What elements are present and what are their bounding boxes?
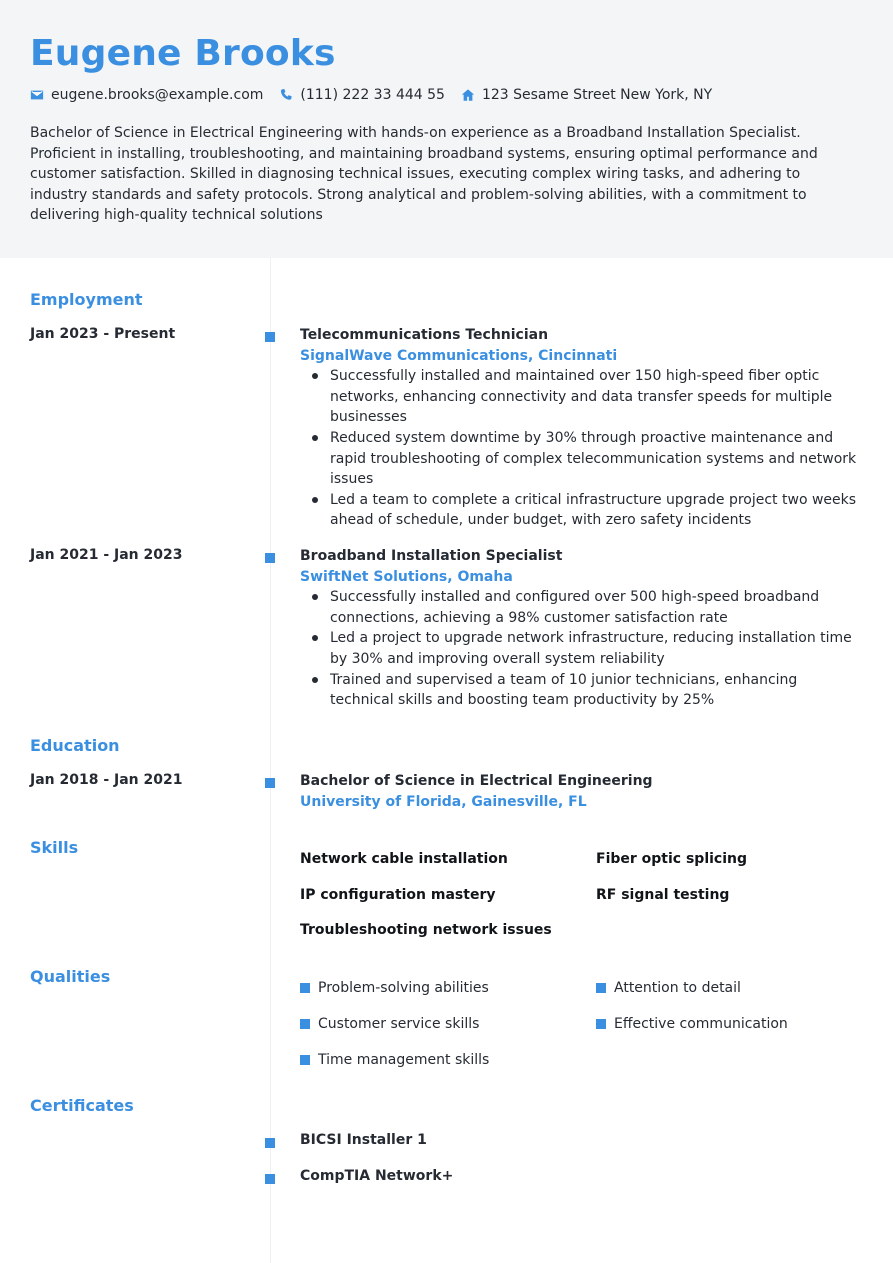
section-title-qualities: Qualities xyxy=(30,967,111,986)
square-bullet-icon xyxy=(596,983,606,993)
timeline-marker xyxy=(265,1138,275,1148)
profile-summary: Bachelor of Science in Electrical Engineering with hands-on experience as a Broadband Installation Specialist. Proficient in installing, troubleshooting, and maintaining broadband systems, ensuring optimal performance and customer satisfaction. Skilled in diagnosing technical issues, executing complex wiring tasks, and adhering to industry standards and safety protocols. Strong analytical and problem-solving abilities, with a commitment to delivering high-quality technical solutions xyxy=(30,125,818,224)
phone-text: (111) 222 33 444 55 xyxy=(300,87,445,103)
quality-label: Attention to detail xyxy=(614,980,741,996)
achievement-list xyxy=(300,587,860,711)
timeline-marker xyxy=(265,1174,275,1184)
quality-item xyxy=(300,1016,479,1032)
email-text: eugene.brooks@example.com xyxy=(51,87,264,103)
employment-entry-2 xyxy=(300,546,860,711)
list-item: Successfully installed and configured over 500 high-speed broadband connections, achieving a 98% customer satisfaction rate xyxy=(300,587,860,628)
section-title-employment: Employment xyxy=(30,290,143,309)
column-divider xyxy=(270,258,271,1263)
quality-label: Time management skills xyxy=(318,1052,490,1068)
address-text: 123 Sesame Street New York, NY xyxy=(481,87,713,103)
envelope-icon xyxy=(30,88,44,102)
list-item: Led a team to complete a critical infrastructure upgrade project two weeks ahead of schedule, under budget, with zero safety incidents xyxy=(300,490,860,531)
skill-item: Fiber optic splicing xyxy=(596,851,747,867)
education-entry xyxy=(300,771,860,812)
square-bullet-icon xyxy=(596,1019,606,1029)
resume-header xyxy=(0,0,893,258)
certificate-item: CompTIA Network+ xyxy=(300,1168,454,1184)
contact-row xyxy=(30,85,728,105)
list-item: Trained and supervised a team of 10 junior technicians, enhancing technical skills and boosting team productivity by 25% xyxy=(300,670,860,711)
contact-phone[interactable] xyxy=(279,87,445,103)
job-title: Broadband Installation Specialist xyxy=(300,548,563,564)
education-date: Jan 2018 - Jan 2021 xyxy=(30,772,183,788)
achievement-list xyxy=(300,366,860,531)
employment-entry-1 xyxy=(300,325,860,531)
company-name: SignalWave Communications, Cincinnati xyxy=(300,347,618,364)
quality-item xyxy=(596,1016,788,1032)
quality-item xyxy=(596,980,741,996)
quality-label: Customer service skills xyxy=(318,1016,480,1032)
phone-icon xyxy=(279,88,293,102)
quality-label: Effective communication xyxy=(614,1016,788,1032)
timeline-marker xyxy=(265,778,275,788)
job-title: Telecommunications Technician xyxy=(300,327,549,343)
skill-item: IP configuration mastery xyxy=(300,887,496,903)
timeline-marker xyxy=(265,332,275,342)
section-title-skills: Skills xyxy=(30,838,79,857)
square-bullet-icon xyxy=(300,983,310,993)
list-item: Successfully installed and maintained over 150 high-speed fiber optic networks, enhancing connectivity and data transfer speeds for multiple businesses xyxy=(300,366,860,428)
section-title-certificates: Certificates xyxy=(30,1096,134,1115)
square-bullet-icon xyxy=(300,1019,310,1029)
contact-address xyxy=(461,87,712,103)
skill-item: Network cable installation xyxy=(300,851,508,867)
candidate-name: Eugene Brooks xyxy=(30,33,336,74)
skill-item: RF signal testing xyxy=(596,887,730,903)
degree-title: Bachelor of Science in Electrical Engineering xyxy=(300,773,653,789)
section-title-education: Education xyxy=(30,736,120,755)
quality-item xyxy=(300,980,489,996)
certificate-item: BICSI Installer 1 xyxy=(300,1132,427,1148)
list-item: Led a project to upgrade network infrastructure, reducing installation time by 30% and improving overall system reliability xyxy=(300,628,860,669)
employment-date-1: Jan 2023 - Present xyxy=(30,326,176,342)
quality-item xyxy=(300,1052,489,1068)
quality-label: Problem-solving abilities xyxy=(318,980,489,996)
list-item: Reduced system downtime by 30% through proactive maintenance and rapid troubleshooting of complex telecommunication systems and network issues xyxy=(300,428,860,490)
employment-date-2: Jan 2021 - Jan 2023 xyxy=(30,547,183,563)
skill-item: Troubleshooting network issues xyxy=(300,922,552,938)
square-bullet-icon xyxy=(300,1055,310,1065)
contact-email[interactable] xyxy=(30,87,263,103)
school-name: University of Florida, Gainesville, FL xyxy=(300,793,587,810)
timeline-marker xyxy=(265,553,275,563)
home-icon xyxy=(461,88,475,102)
company-name: SwiftNet Solutions, Omaha xyxy=(300,568,513,585)
